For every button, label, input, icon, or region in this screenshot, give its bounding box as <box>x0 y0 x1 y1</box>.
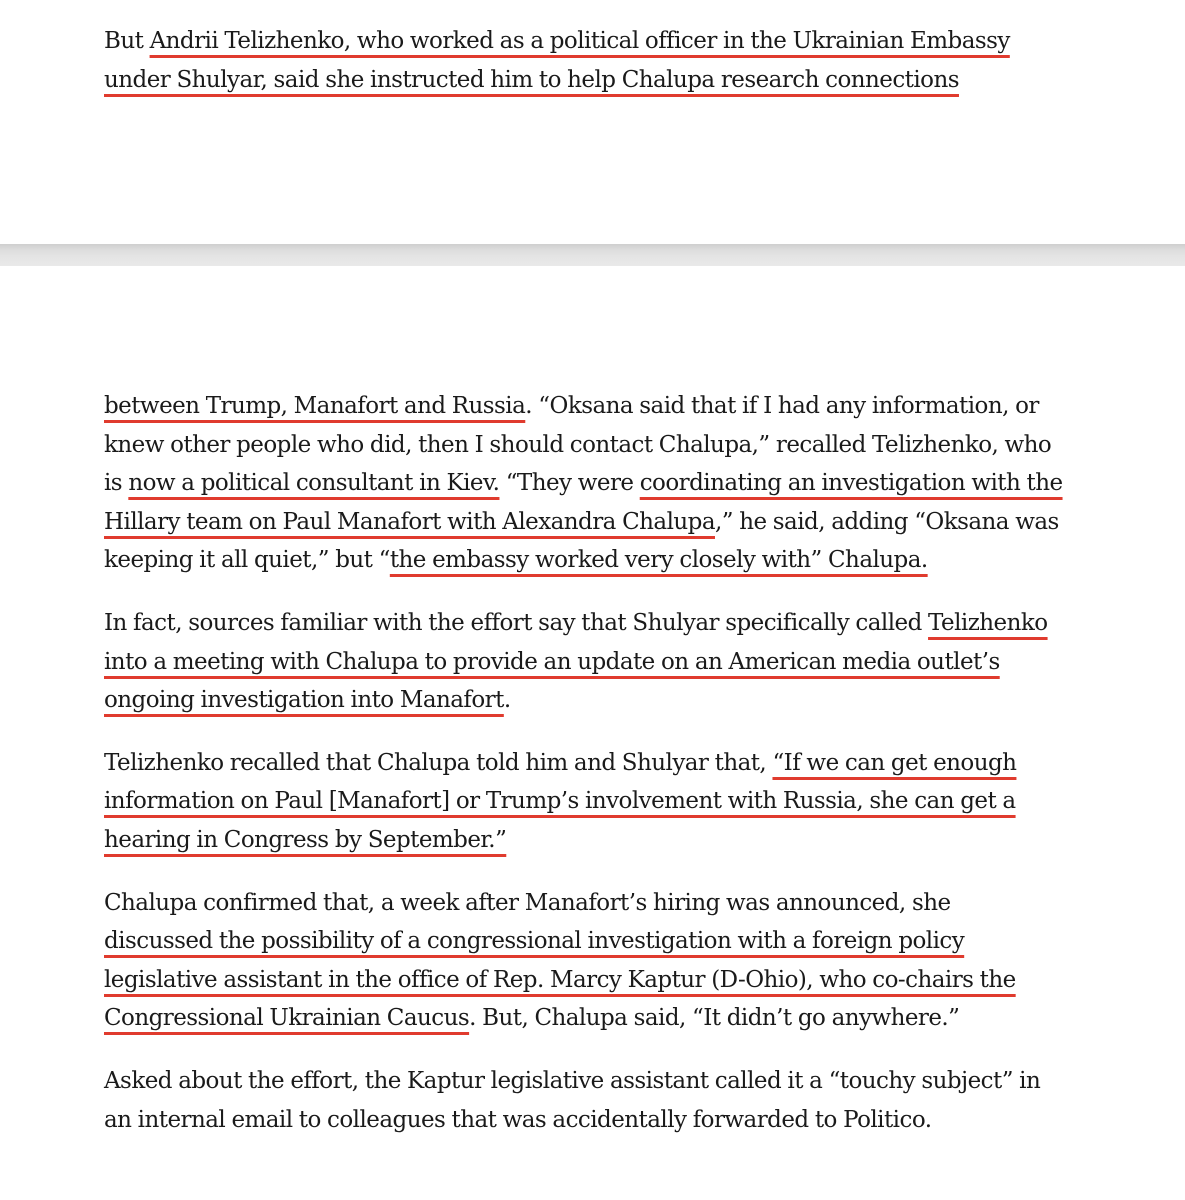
paragraph <box>104 1062 1064 1139</box>
highlighted-text: “If we can get enough information on Paul [Manafort] or Trump’s involvement with Russia, she can get a hearing in Congress by September.” <box>104 749 1017 853</box>
article-text-top <box>104 22 1064 123</box>
text-segment: ,” he said, adding “Oksana was keeping it all quiet,” but “ <box>104 508 1059 574</box>
highlighted-text: Andrii Telizhenko, who worked as a political officer in the Ukrainian Embassy under Shulyar, said she instructed him to help Chalupa research connections <box>104 28 1010 93</box>
text-segment: . “Oksana said that if I had any information, or knew other people who did, then I should contact Chalupa,” recalled Telizhenko, who is <box>104 393 1052 497</box>
paragraph <box>104 22 1064 99</box>
paragraph <box>104 884 1064 1038</box>
text-segment: Chalupa confirmed that, a week after Manafort’s hiring was announced, she <box>104 889 951 916</box>
highlighted-text: coordinating an investigation with the Hillary team on Paul Manafort with Alexandra Chalupa <box>104 470 1063 535</box>
text-segment: But <box>104 28 150 54</box>
paragraph <box>104 387 1064 580</box>
text-segment: . <box>503 687 511 714</box>
text-segment: Asked about the effort, the Kaptur legislative assistant called it a “touchy subject” in an internal email to colleagues that was accidentally forwarded to Politico. <box>104 1067 1041 1133</box>
text-segment: . But, Chalupa said, “It didn’t go anywhere.” <box>469 1005 960 1032</box>
highlighted-text: discussed the possibility of a congressional investigation with a foreign policy legislative assistant in the office of Rep. Marcy Kaptur (D-Ohio), who co-chairs the Congressional Ukrainian Caucus <box>104 928 1016 1032</box>
highlighted-text: between Trump, Manafort and Russia <box>104 393 526 419</box>
highlighted-text: now a political consultant in Kiev. <box>128 470 500 497</box>
page-divider <box>0 244 1185 266</box>
highlighted-text: Telizhenko into a meeting with Chalupa to provide an update on an American media outlet’s ongoing investigation into Manafort <box>104 609 1048 714</box>
highlighted-text: the embassy worked very closely with” Chalupa. <box>389 547 928 574</box>
text-segment: “They were <box>499 470 640 497</box>
paragraph <box>104 744 1064 860</box>
text-segment: In fact, sources familiar with the effort say that Shulyar specifically called <box>104 609 929 636</box>
article-text-bottom <box>104 387 1064 1163</box>
text-segment: Telizhenko recalled that Chalupa told him and Shulyar that, <box>104 749 773 776</box>
page-top <box>0 0 1185 244</box>
paragraph <box>104 604 1064 720</box>
